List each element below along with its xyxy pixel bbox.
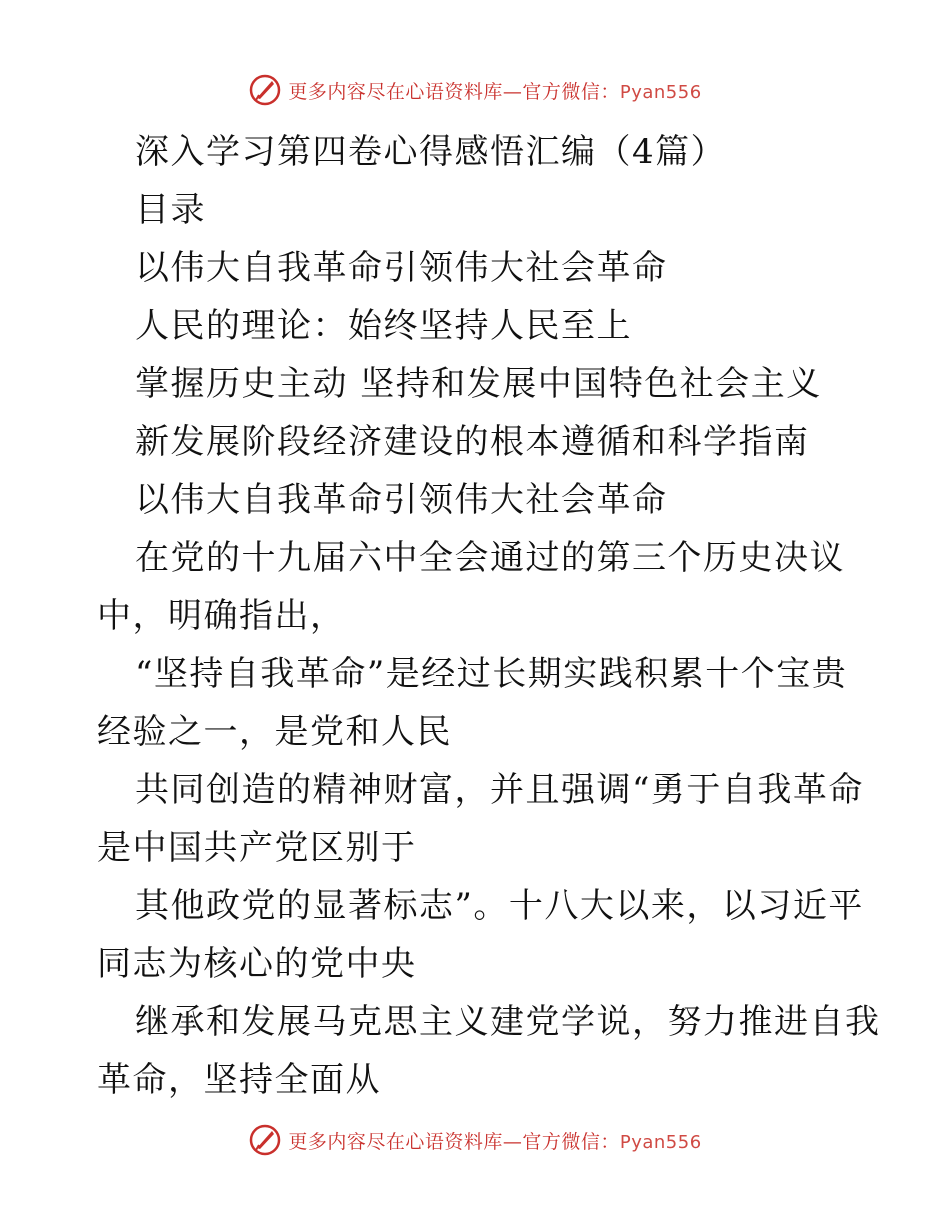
text-line: 新发展阶段经济建设的根本遵循和科学指南	[135, 422, 810, 462]
text-line: 目录	[135, 190, 206, 230]
wechat-id: Pyan556	[619, 1131, 702, 1153]
document-body	[97, 123, 881, 1109]
quill-pen-logo-icon	[248, 1123, 282, 1157]
text-line: 革命，坚持全面从	[97, 1060, 381, 1100]
quill-pen-logo-icon	[248, 73, 282, 107]
banner-text: 更多内容尽在心语资料库—官方微信：	[288, 80, 620, 103]
text-line: 其他政党的显著标志”。十八大以来，以习近平	[135, 886, 864, 926]
text-line: 以伟大自我革命引领伟大社会革命	[135, 480, 668, 520]
text-line: 是中国共产党区别于	[97, 828, 417, 868]
text-line: 以伟大自我革命引领伟大社会革命	[135, 248, 668, 288]
text-line: 人民的理论：始终坚持人民至上	[135, 306, 632, 346]
text-line: 同志为核心的党中央	[97, 944, 417, 984]
text-line: “坚持自我革命”是经过长期实践积累十个宝贵	[135, 654, 848, 694]
text-line: 在党的十九届六中全会通过的第三个历史决议	[135, 538, 845, 578]
text-line: 深入学习第四卷心得感悟汇编（4篇）	[135, 132, 727, 172]
banner-text: 更多内容尽在心语资料库—官方微信：	[288, 1130, 620, 1153]
text-line: 共同创造的精神财富，并且强调“勇于自我革命	[135, 770, 864, 810]
text-line: 经验之一，是党和人民	[97, 712, 452, 752]
header-banner	[0, 70, 950, 110]
text-line: 继承和发展马克思主义建党学说，努力推进自我	[135, 1002, 881, 1042]
footer-banner	[0, 1120, 950, 1160]
text-line: 掌握历史主动 坚持和发展中国特色社会主义	[135, 364, 822, 404]
wechat-id: Pyan556	[619, 81, 702, 103]
text-line: 中，明确指出，	[97, 596, 346, 636]
